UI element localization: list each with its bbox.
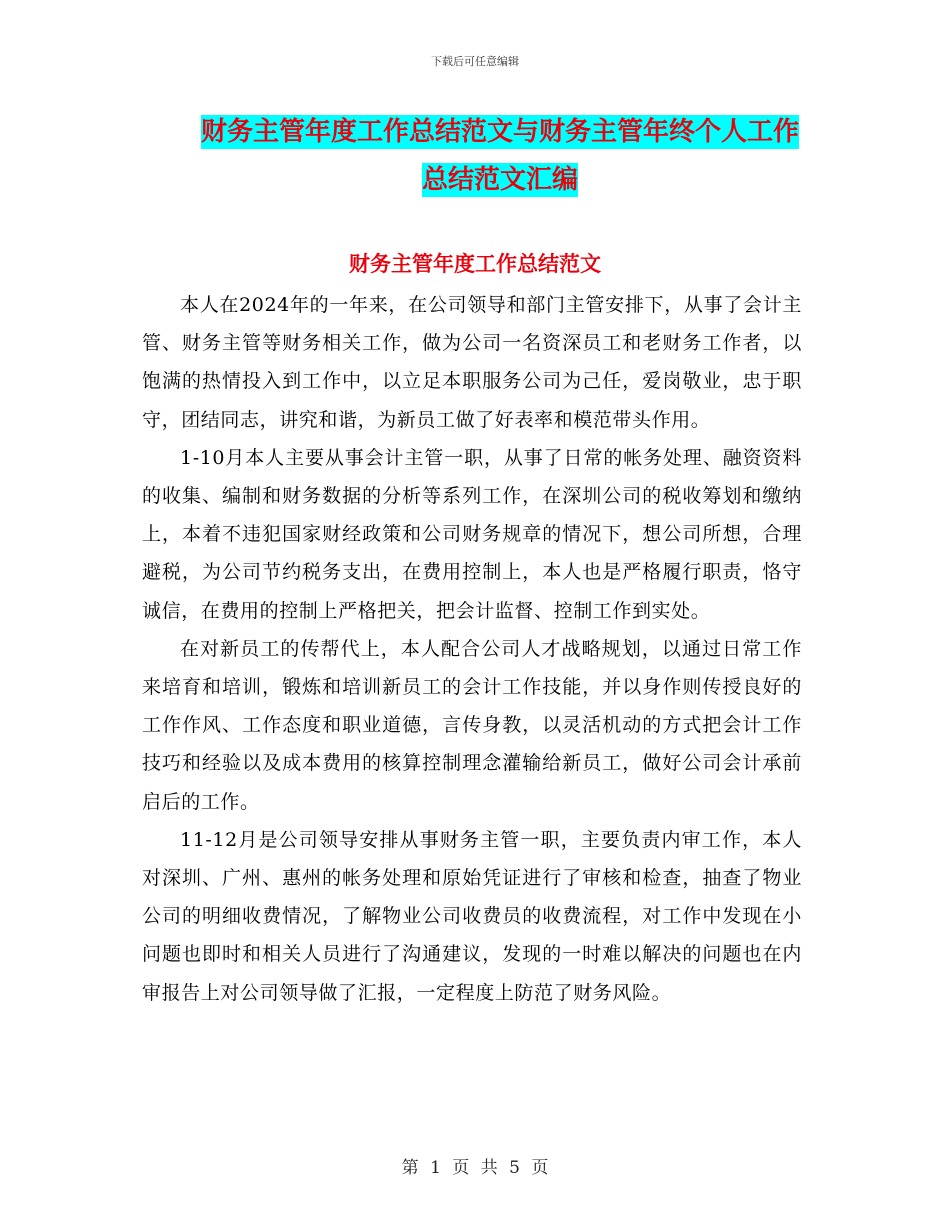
document-title-line-1: 财务主管年度工作总结范文与财务主管年终个人工作 [200,117,799,147]
page-header-note: 下载后可任意编辑 [431,55,519,68]
paragraph: 本人在2024年的一年来，在公司领导和部门主管安排下，从事了会计主管、财务主管等财务相关工作，做为公司一名资深员工和老财务工作者，以饱满的热情投入到工作中，以立足本职服务公司为己任，爱岗敬业，忠于职守，团结同志，讲究和谐，为新员工做了好表率和模范带头作用。 [142,294,802,431]
document-title [140,108,860,204]
section-title: 财务主管年度工作总结范文 [349,252,601,276]
paragraph: 在对新员工的传帮代上，本人配合公司人才战略规划，以通过日常工作来培育和培训，锻炼和培训新员工的会计工作技能，并以身作则传授良好的工作作风、工作态度和职业道德，言传身教，以灵活机动的方式把会计工作技巧和经验以及成本费用的核算控制理念灌输给新员工，做好公司会计承前启后的工作。 [142,637,802,813]
document-title-line-2: 总结范文汇编 [421,165,578,195]
body-text [142,286,802,1012]
paragraph: 1-10月本人主要从事会计主管一职，从事了日常的帐务处理、融资资料的收集、编制和财务数据的分析等系列工作，在深圳公司的税收筹划和缴纳上，本着不违犯国家财经政策和公司财务规章的情况下，想公司所想，合理避税，为公司节约税务支出，在费用控制上，本人也是严格履行职责，恪守诚信，在费用的控制上严格把关，把会计监督、控制工作到实处。 [142,446,802,622]
page-footer-indicator: 第 1 页 共 5 页 [401,1158,549,1178]
paragraph: 11-12月是公司领导安排从事财务主管一职，主要负责内审工作，本人对深圳、广州、惠州的帐务处理和原始凭证进行了审核和检查，抽查了物业公司的明细收费情况，了解物业公司收费员的收费流程，对工作中发现在小问题也即时和相关人员进行了沟通建议，发现的一时难以解决的问题也在内审报告上对公司领导做了汇报，一定程度上防范了财务风险。 [142,828,802,1004]
